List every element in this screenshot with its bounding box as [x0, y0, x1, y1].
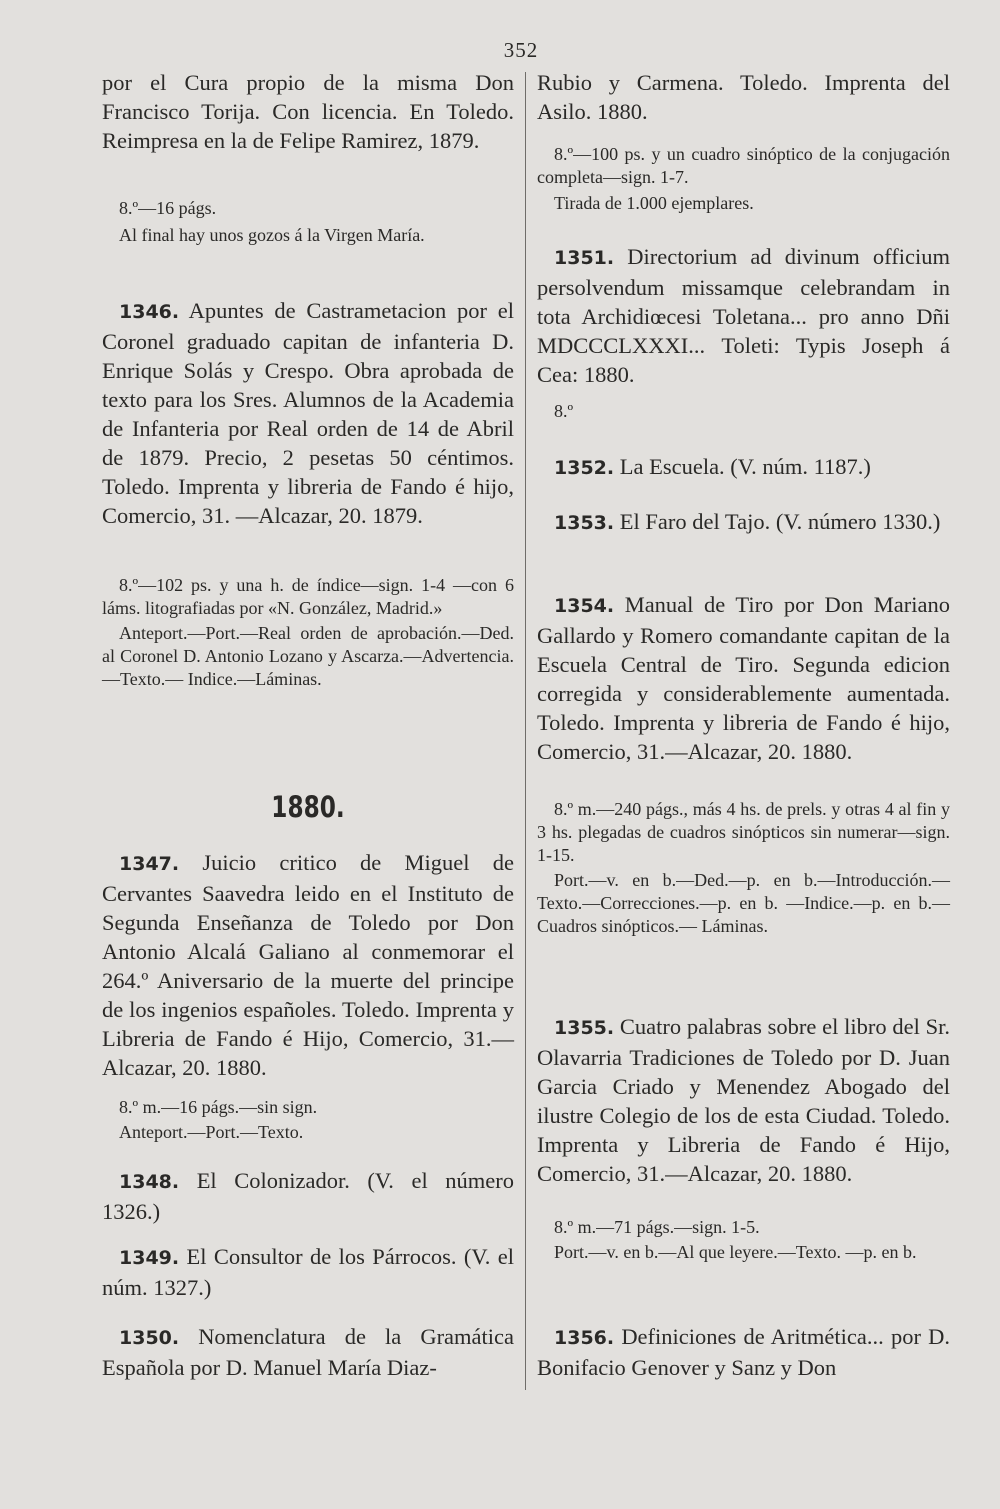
entry-note: 8.º—16 págs. [119, 198, 217, 218]
entry-text: El Faro del Tajo. (V. número 1330.) [619, 509, 941, 534]
entry-1347-notes [102, 1096, 514, 1144]
entry-1351 [537, 242, 950, 389]
entry-text: Directorium ad divinum officium persolvendum missamque celebrandam in tota Archidiœcesi Toletana... pro anno Dñi MDCCCLXXXI... Toleti: Typis Joseph á Cea: 1880. [537, 244, 950, 387]
entry-note: Al final hay unos gozos á la Virgen María. [119, 225, 425, 245]
entry-note: 8.º—100 ps. y un cuadro sinóptico de la conjugación completa—sign. 1-7. [537, 144, 950, 187]
entry-1348 [102, 1166, 514, 1226]
entry-number: 1350. [119, 1327, 180, 1349]
entry-notes [537, 143, 950, 215]
year-heading [102, 790, 514, 824]
year-heading-text: 1880. [271, 790, 345, 824]
entry-number: 1355. [554, 1017, 615, 1039]
entry-1354 [537, 590, 950, 766]
entry-1355 [537, 1012, 950, 1188]
entry-number: 1352. [554, 457, 615, 479]
entry-text: Nomenclatura de la Gramática Española por D. Manuel María Diaz- [102, 1324, 515, 1380]
entry-1351-notes [537, 400, 950, 423]
entry-number: 1347. [119, 853, 180, 875]
entry-text: Apuntes de Castrametacion por el Coronel graduado capitan de infanteria D. Enrique Solás y Crespo. Obra aprobada de texto para los Sres. Alumnos de la Academia de Infanteria por Real orden de 14 de Abril de 1879. Precio, 2 pesetas 50 céntimos. Toledo. Imprenta y libreria de Fando é hijo, Comercio, 31. —Alcazar, 20. 1879. [102, 298, 515, 528]
entry-number: 1348. [119, 1171, 180, 1193]
entry-note: Anteport.—Port.—Real orden de aprobación.—Ded. al Coronel D. Antonio Lozano y Ascarza.—Advertencia.—Texto.— Indice.—Láminas. [102, 623, 514, 689]
entry-1353 [537, 507, 950, 538]
entry-text: Cuatro palabras sobre el libro del Sr. Olavarria Tradiciones de Toledo por D. Juan Garcia Criado y Menendez Abogado del ilustre Colegio de los de esta Ciudad. Toledo. Imprenta y Libreria de Fando é Hijo, Comercio, 31.—Alcazar, 20. 1880. [537, 1014, 950, 1186]
entry-text: El Colonizador. (V. el número 1326.) [102, 1168, 515, 1224]
entry-number: 1349. [119, 1247, 180, 1269]
entry-note: 8.º m.—16 págs.—sin sign. [119, 1097, 318, 1117]
entry-note: Tirada de 1.000 ejemplares. [554, 193, 754, 213]
entry-number: 1346. [119, 301, 180, 323]
page-number: 352 [503, 38, 539, 62]
entry-note: Port.—v. en b.—Ded.—p. en b.—Introducción.—Texto.—Correcciones.—p. en b. —Indice.—p. en b.—Cuadros sinópticos.— Láminas. [537, 870, 950, 936]
entry-1347 [102, 848, 514, 1082]
entry-note: 8.º m.—71 págs.—sign. 1-5. [554, 1217, 760, 1237]
entry-note: 8.º—102 ps. y una h. de índice—sign. 1-4 —con 6 láms. litografiadas por «N. González, Madrid.» [102, 575, 514, 618]
entry-text: El Consultor de los Párrocos. (V. el núm. 1327.) [102, 1244, 514, 1300]
entry-continuation [537, 68, 950, 126]
entry-text: Rubio y Carmena. Toledo. Imprenta del Asilo. 1880. [537, 70, 950, 124]
entry-1354-notes [537, 798, 950, 938]
entry-note: 8.º [554, 401, 574, 421]
entry-1355-notes [537, 1216, 950, 1264]
entry-1349 [102, 1242, 514, 1302]
entry-1346 [102, 296, 514, 530]
entry-note: Port.—v. en b.—Al que leyere.—Texto. —p. en b. [554, 1242, 917, 1262]
column-divider [525, 72, 526, 1390]
entry-number: 1354. [554, 595, 615, 617]
entry-1352 [537, 452, 950, 483]
entry-number: 1356. [554, 1327, 615, 1349]
entry-1350 [102, 1322, 514, 1382]
entry-text: La Escuela. (V. núm. 1187.) [619, 454, 871, 479]
entry-text: Juicio critico de Miguel de Cervantes Saavedra leido en el Instituto de Segunda Enseñanza de Toledo por Don Antonio Alcalá Galiano al conmemorar el 264.º Aniversario de la muerte del principe de los ingenios españoles. Toledo. Imprenta y Libreria de Fando é Hijo, Comercio, 31.—Alcazar, 20. 1880. [102, 850, 515, 1080]
entry-number: 1351. [554, 247, 615, 269]
entry-note: Anteport.—Port.—Texto. [119, 1122, 304, 1142]
entry-text: Definiciones de Aritmética... por D. Bonifacio Genover y Sanz y Don [537, 1324, 951, 1380]
entry-1346-notes [102, 574, 514, 691]
entry-text: Manual de Tiro por Don Mariano Gallardo y Romero comandante capitan de la Escuela Central de Tiro. Segunda edicion corregida y considerablemente aumentada. Toledo. Imprenta y libreria de Fando é hijo, Comercio, 31.—Alcazar, 20. 1880. [537, 592, 950, 764]
entry-1356 [537, 1322, 950, 1382]
entry-notes [102, 197, 514, 247]
entry-text: por el Cura propio de la misma Don Francisco Torija. Con licencia. En Toledo. Reimpresa en la de Felipe Ramirez, 1879. [102, 70, 514, 153]
entry-number: 1353. [554, 512, 615, 534]
entry-continuation [102, 68, 514, 155]
entry-note: 8.º m.—240 págs., más 4 hs. de prels. y otras 4 al fin y 3 hs. plegadas de cuadros sinópticos sin numerar—sign. 1-15. [537, 799, 950, 865]
